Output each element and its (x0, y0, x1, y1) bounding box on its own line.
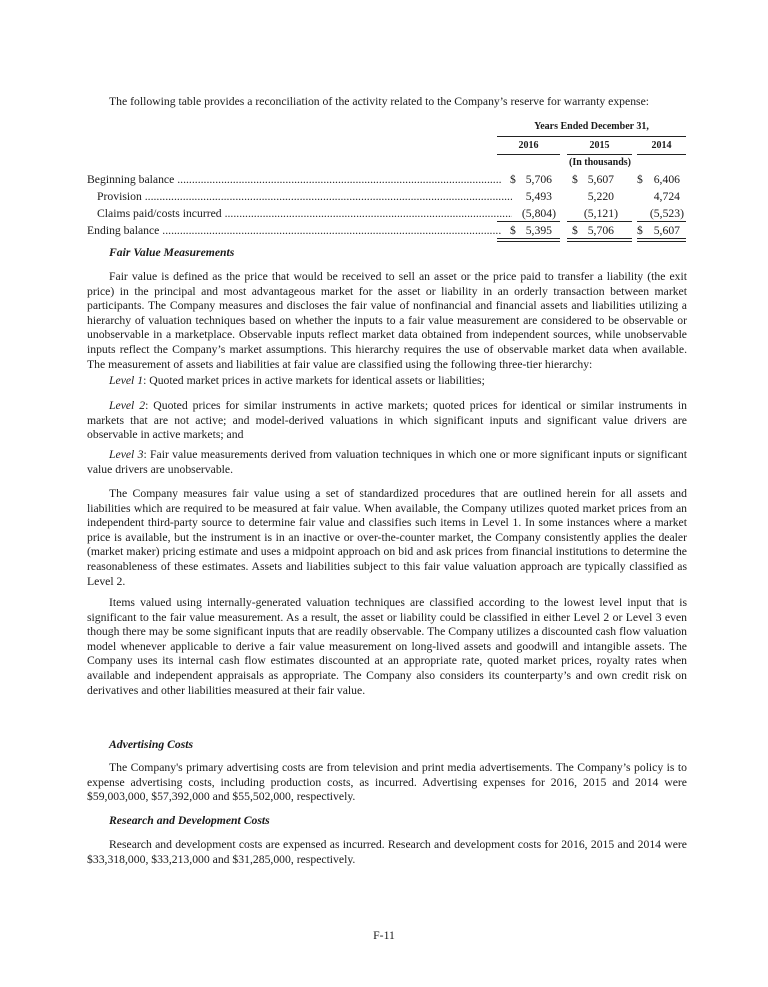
cell-2014: (5,523) (649, 207, 684, 220)
level-1-paragraph (87, 374, 687, 389)
double-underline (637, 238, 686, 242)
currency-symbol: $ (637, 224, 643, 237)
table-group-header: Years Ended December 31, (534, 121, 649, 132)
currency-symbol: $ (572, 224, 578, 237)
cell-2016: 5,493 (525, 190, 552, 203)
row-label: Beginning balance ..... (87, 172, 502, 187)
level-text: : Quoted prices for similar instruments in active markets; quoted prices for identical or similar instruments in markets that are not active; and model-derived valuations in which significant inputs and significant value drivers are observable in active markets; and (87, 399, 688, 442)
currency-symbol: $ (510, 173, 516, 186)
divider (497, 221, 560, 222)
table-row (87, 223, 687, 238)
cell-2015: 5,706 (587, 224, 614, 237)
section-heading-advertising: Advertising Costs (109, 738, 194, 751)
divider (637, 221, 686, 222)
cell-2015: 5,220 (587, 190, 614, 203)
row-label: Claims paid/costs incurred ..... (87, 206, 512, 221)
divider (567, 221, 632, 222)
cell-2014: 5,607 (653, 224, 680, 237)
units-label: (In thousands) (569, 157, 631, 168)
cell-2015: 5,607 (587, 173, 614, 186)
column-header-2014: 2014 (651, 140, 672, 151)
procedures-paragraph: The Company measures fair value using a set of standardized procedures that are outlined herein for all assets and liabilities which are required to be measured at fair value. When available, the Company utilizes quoted market prices from an independent third-party source to determine fair value and classifies such items in Level 1. In some instances where a market price is available, but the instrument is in an inactive or over-the-counter market, the Company consistently applies the dealer (market maker) pricing estimate and uses a midpoint approach on bid and ask prices from financial institutions to determine the reasonableness of these estimates. Assets and liabilities subject to this fair value valuation approach are typically classified as Level 2. (87, 487, 687, 588)
double-underline (497, 238, 560, 242)
divider (637, 154, 686, 155)
divider (497, 154, 560, 155)
cell-2016: (5,804) (521, 207, 556, 220)
internal-valuation-paragraph: Items valued using internally-generated valuation techniques are classified according to the lowest level input that is significant to the fair value measurement. As a result, the asset or liability could be classified in either Level 2 or Level 3 even though there may be some significant inputs that are readily observable. The Company utilizes a discounted cash flow valuation model whenever applicable to derive a fair value measurement on long-lived assets and goodwill and intangible assets. The Company uses its internal cash flow estimates discounted at an appropriate rate, quoted market prices, royalty rates when available and independent appraisals as appropriate. The Company also considers its counterparty’s and own credit risk on derivatives and other liabilities measured at their fair value. (87, 596, 687, 697)
column-header-2016: 2016 (518, 140, 539, 151)
level-text: : Quoted market prices in active markets for identical assets or liabilities; (143, 374, 485, 387)
cell-2015: (5,121) (583, 207, 618, 220)
level-label: Level 1 (109, 374, 144, 387)
rnd-paragraph: Research and development costs are expensed as incurred. Research and development costs for 2016, 2015 and 2014 were $33,318,000, $33,213,000 and $31,285,000, respectively. (87, 838, 687, 866)
cell-2014: 6,406 (653, 173, 680, 186)
level-label: Level 3 (109, 448, 144, 461)
row-label: Ending balance ..... (87, 223, 502, 238)
fair-value-paragraph: Fair value is defined as the price that would be received to sell an asset or the price paid to transfer a liability (the exit price) in the principal and most advantageous market for the asset or liability in an orderly transaction between market participants. The Company measures and discloses the fair value of nonfinancial and financial assets and liabilities utilizing a hierarchy of valuation techniques based on whether the inputs to a fair value measurement are considered to be observable or unobservable in a marketplace. Observable inputs reflect market data obtained from independent sources, while unobservable inputs reflect the Company’s market assumptions. This hierarchy requires the use of observable market data when available. The measurement of assets and liabilities at fair value are classified using the following three-tier hierarchy: (87, 270, 687, 371)
level-text: : Fair value measurements derived from valuation techniques in which one or more significant inputs or significant value drivers are unobservable. (87, 448, 688, 476)
currency-symbol: $ (637, 173, 643, 186)
table-row (87, 189, 687, 204)
page-number: F-11 (373, 929, 395, 942)
section-heading-rnd: Research and Development Costs (109, 814, 270, 827)
table-row (87, 206, 687, 221)
intro-paragraph: The following table provides a reconciliation of the activity related to the Company’s reserve for warranty expense: (109, 95, 650, 108)
divider (497, 136, 686, 137)
divider (567, 154, 632, 155)
cell-2016: 5,395 (525, 224, 552, 237)
column-header-2015: 2015 (589, 140, 610, 151)
double-underline (567, 238, 632, 242)
currency-symbol: $ (510, 224, 516, 237)
section-heading-fair-value: Fair Value Measurements (109, 246, 235, 259)
advertising-paragraph: The Company's primary advertising costs are from television and print media advertisements. The Company’s policy is to expense advertising costs, including production costs, as incurred. Advertising expenses for 2016, 2015 and 2014 were $59,003,000, $57,392,000 and $55,502,000, respectively. (87, 761, 687, 804)
level-3-paragraph (87, 448, 687, 477)
level-2-paragraph (87, 399, 687, 443)
cell-2016: 5,706 (525, 173, 552, 186)
row-label: Provision ..... (87, 189, 512, 204)
level-label: Level 2 (109, 399, 146, 412)
currency-symbol: $ (572, 173, 578, 186)
cell-2014: 4,724 (653, 190, 680, 203)
table-row (87, 172, 687, 187)
